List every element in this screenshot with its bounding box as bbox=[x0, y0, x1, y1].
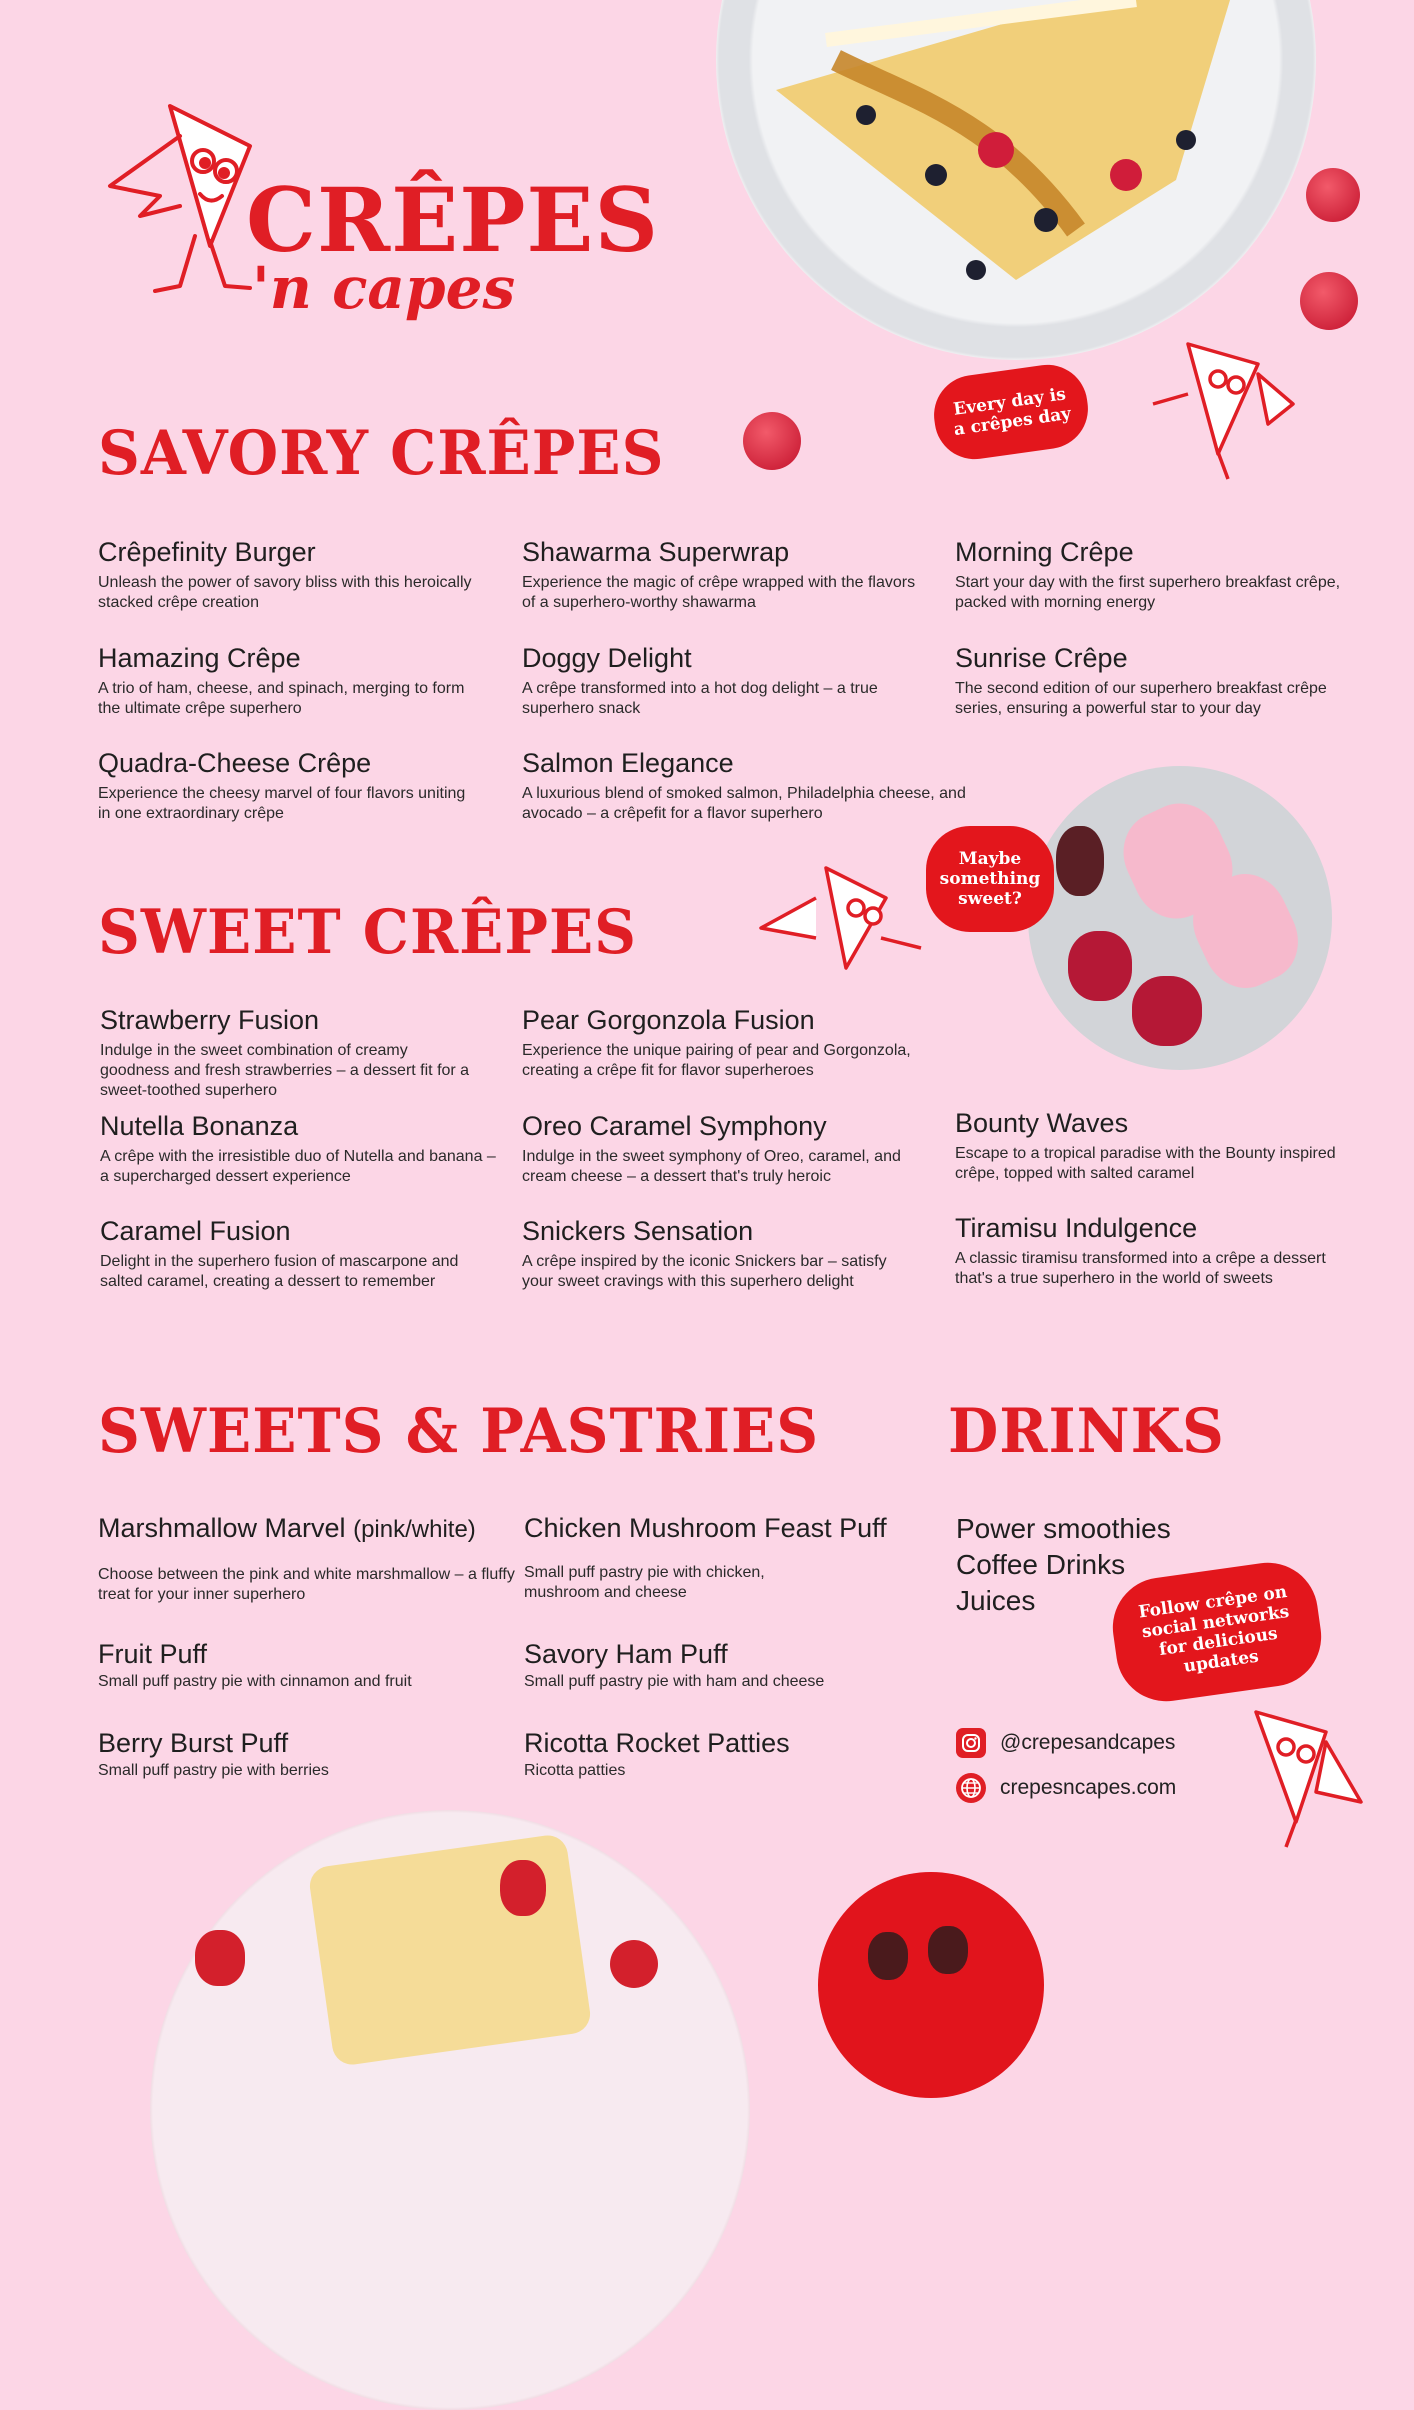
item-desc: A luxurious blend of smoked salmon, Philadelphia cheese, and avocado – a crêpefit for a flavor superhero bbox=[522, 785, 966, 822]
section-title-drinks: DRINKS bbox=[948, 1395, 1225, 1467]
menu-item bbox=[524, 1727, 924, 1781]
item-name: Strawberry Fusion bbox=[100, 1005, 320, 1035]
item-name: Berry Burst Puff bbox=[98, 1728, 289, 1758]
item-desc: Experience the unique pairing of pear and Gorgonzola, creating a crêpe fit for flavor superheroes bbox=[522, 1042, 911, 1079]
strawberry-icon bbox=[195, 1930, 245, 1986]
item-name: Crêpefinity Burger bbox=[98, 537, 316, 567]
logo-subtitle: 'n capes bbox=[252, 254, 516, 322]
menu-item bbox=[522, 1004, 952, 1081]
item-desc: A classic tiramisu transformed into a crêpe a dessert that's a true superhero in the world of sweets bbox=[955, 1250, 1326, 1287]
mascot-icon bbox=[1148, 334, 1298, 484]
item-name: Pear Gorgonzola Fusion bbox=[522, 1005, 815, 1035]
instagram-link[interactable] bbox=[956, 1728, 1175, 1758]
bubble-text: Follow crêpe on social networks for delicious updates bbox=[1137, 1581, 1291, 1677]
item-name-suffix: (pink/white) bbox=[353, 1516, 476, 1543]
logo-mascot-icon bbox=[100, 76, 260, 316]
raspberry-icon bbox=[743, 412, 801, 470]
instagram-handle: @crepesandcapes bbox=[1000, 1731, 1176, 1754]
item-name: Quadra-Cheese Crêpe bbox=[98, 748, 372, 778]
menu-item bbox=[98, 1727, 518, 1781]
menu-item bbox=[522, 536, 922, 613]
menu-item bbox=[98, 536, 478, 613]
section-title-pastries: SWEETS & PASTRIES bbox=[98, 1395, 820, 1467]
speech-bubble-sweet bbox=[926, 826, 1054, 932]
item-name: Hamazing Crêpe bbox=[98, 643, 301, 673]
logo-title: CRÊPES bbox=[246, 168, 660, 272]
menu-item bbox=[522, 1215, 922, 1292]
menu-item bbox=[98, 1512, 518, 1605]
bubble-text: Maybe something sweet? bbox=[939, 849, 1041, 909]
item-name bbox=[98, 1512, 518, 1546]
item-desc: Small puff pastry pie with berries bbox=[98, 1762, 329, 1779]
strawberry-icon bbox=[1056, 826, 1104, 896]
menu-item bbox=[955, 536, 1355, 613]
menu-item bbox=[522, 747, 982, 824]
menu-item bbox=[98, 1638, 518, 1692]
item-desc: Experience the cheesy marvel of four flavors uniting in one extraordinary crêpe bbox=[98, 785, 466, 822]
item-name: Ricotta Rocket Patties bbox=[524, 1728, 790, 1758]
raspberry-icon bbox=[610, 1940, 658, 1988]
menu-item bbox=[524, 1512, 924, 1603]
bubble-text: Every day is a crêpes day bbox=[952, 384, 1073, 441]
crepe-food-drawing bbox=[716, 0, 1316, 360]
item-desc: A crêpe inspired by the iconic Snickers bar – satisfy your sweet cravings with this superhero delight bbox=[522, 1253, 887, 1290]
strawberry-icon bbox=[1068, 931, 1132, 1001]
website-link[interactable] bbox=[956, 1773, 1176, 1803]
drink-item: Coffee Drinks bbox=[956, 1549, 1126, 1580]
item-desc: Start your day with the first superhero breakfast crêpe, packed with morning energy bbox=[955, 574, 1341, 611]
menu-item bbox=[955, 1107, 1355, 1184]
menu-item bbox=[100, 1215, 500, 1292]
drinks-list bbox=[956, 1511, 1171, 1619]
raspberry-icon bbox=[1306, 168, 1360, 222]
item-desc: The second edition of our superhero breakfast crêpe series, ensuring a powerful star to your day bbox=[955, 680, 1327, 717]
menu-item bbox=[955, 1212, 1355, 1289]
item-desc: A crêpe with the irresistible duo of Nutella and banana – a supercharged dessert experience bbox=[100, 1148, 496, 1185]
item-desc: Small puff pastry pie with chicken, mushroom and cheese bbox=[524, 1564, 765, 1601]
item-name: Morning Crêpe bbox=[955, 537, 1134, 567]
item-desc: Small puff pastry pie with cinnamon and fruit bbox=[98, 1673, 412, 1690]
mascot-icon bbox=[1216, 1692, 1366, 1852]
strawberry-icon bbox=[500, 1860, 546, 1916]
crepe-shape bbox=[307, 1833, 592, 2067]
crepe-plate-image bbox=[716, 0, 1316, 360]
menu-item bbox=[524, 1638, 924, 1692]
item-name: Salmon Elegance bbox=[522, 748, 734, 778]
item-desc: Escape to a tropical paradise with the Bounty inspired crêpe, topped with salted caramel bbox=[955, 1145, 1336, 1182]
item-desc: Unleash the power of savory bliss with this heroically stacked crêpe creation bbox=[98, 574, 472, 611]
section-title-sweet: SWEET CRÊPES bbox=[98, 896, 638, 968]
instagram-icon bbox=[956, 1728, 986, 1758]
speech-bubble-everyday bbox=[929, 360, 1093, 465]
item-name: Doggy Delight bbox=[522, 643, 692, 673]
item-name: Oreo Caramel Symphony bbox=[522, 1111, 827, 1141]
menu-item bbox=[98, 642, 478, 719]
item-name: Chicken Mushroom Feast Puff bbox=[524, 1513, 887, 1543]
drink-item: Juices bbox=[956, 1585, 1036, 1616]
item-name: Bounty Waves bbox=[955, 1108, 1129, 1138]
marshmallow-plate-image bbox=[1028, 766, 1332, 1070]
item-name: Caramel Fusion bbox=[100, 1216, 291, 1246]
menu-item bbox=[955, 642, 1355, 719]
item-desc: Delight in the superhero fusion of mascarpone and salted caramel, creating a dessert to remember bbox=[100, 1253, 459, 1290]
chocolate-strawberry-icon bbox=[868, 1932, 908, 1980]
item-name: Sunrise Crêpe bbox=[955, 643, 1128, 673]
item-name: Tiramisu Indulgence bbox=[955, 1213, 1198, 1243]
menu-item bbox=[100, 1004, 480, 1101]
chocolate-plate-image bbox=[818, 1872, 1044, 2098]
item-name: Shawarma Superwrap bbox=[522, 537, 790, 567]
item-desc: A crêpe transformed into a hot dog delight – a true superhero snack bbox=[522, 680, 878, 717]
item-desc: Choose between the pink and white marshmallow – a fluffy treat for your inner superhero bbox=[98, 1566, 515, 1603]
section-title-savory: SAVORY CRÊPES bbox=[98, 417, 665, 489]
item-desc: Indulge in the sweet symphony of Oreo, caramel, and cream cheese – a dessert that's truly heroic bbox=[522, 1148, 901, 1185]
item-desc: Small puff pastry pie with ham and cheese bbox=[524, 1673, 825, 1690]
item-name: Snickers Sensation bbox=[522, 1216, 754, 1246]
item-desc: Ricotta patties bbox=[524, 1762, 626, 1779]
chocolate-strawberry-icon bbox=[928, 1926, 968, 1974]
globe-icon bbox=[956, 1773, 986, 1803]
bottom-crepe-plate-image bbox=[150, 1810, 750, 2410]
item-name: Nutella Bonanza bbox=[100, 1111, 299, 1141]
strawberry-icon bbox=[1132, 976, 1202, 1046]
item-desc: A trio of ham, cheese, and spinach, merging to form the ultimate crêpe superhero bbox=[98, 680, 465, 717]
item-name-text: Marshmallow Marvel bbox=[98, 1513, 346, 1543]
menu-item bbox=[522, 1110, 922, 1187]
drink-item: Power smoothies bbox=[956, 1513, 1171, 1544]
item-name: Fruit Puff bbox=[98, 1639, 208, 1669]
item-desc: Experience the magic of crêpe wrapped with the flavors of a superhero-worthy shawarma bbox=[522, 574, 916, 611]
item-desc: Indulge in the sweet combination of creamy goodness and fresh strawberries – a dessert fit for a sweet-toothed superhero bbox=[100, 1042, 470, 1099]
menu-item bbox=[522, 642, 902, 719]
mascot-icon bbox=[756, 858, 926, 978]
item-name: Savory Ham Puff bbox=[524, 1639, 728, 1669]
menu-item bbox=[98, 747, 478, 824]
raspberry-icon bbox=[1300, 272, 1358, 330]
menu-item bbox=[100, 1110, 500, 1187]
website-url: crepesncapes.com bbox=[1000, 1776, 1177, 1799]
